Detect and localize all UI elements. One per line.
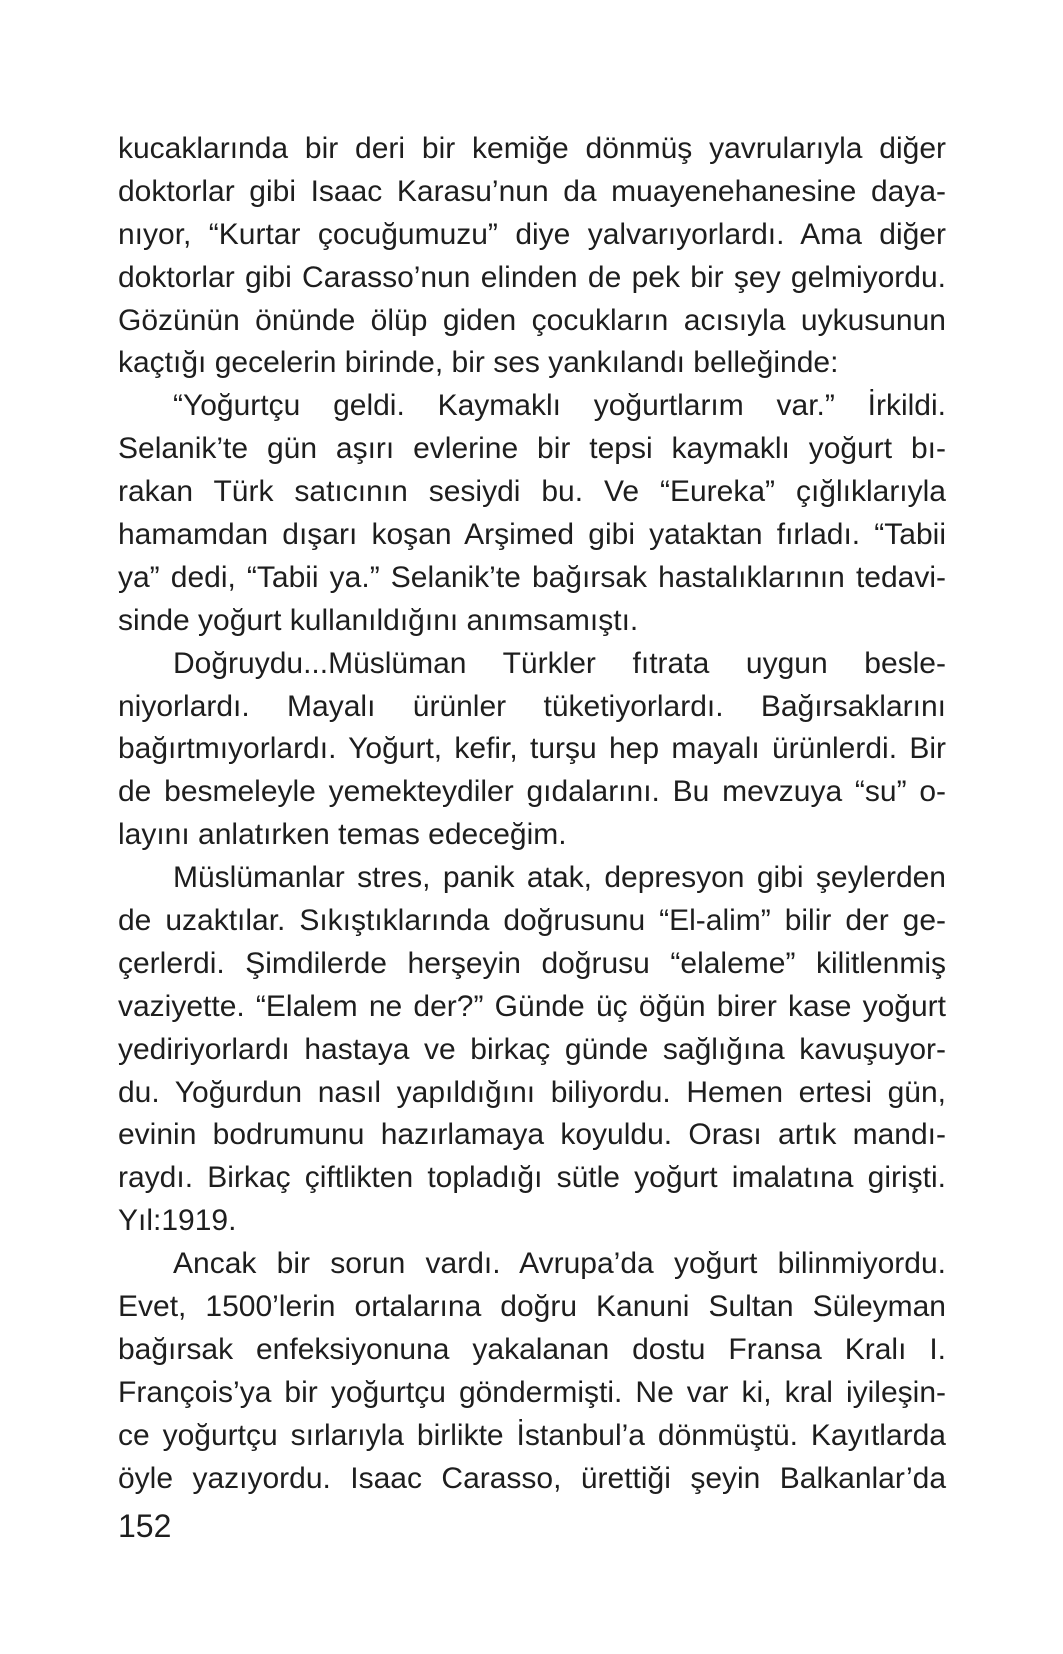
- text-line: yediriyorlardı hastaya ve birkaç günde sağlığına kavuşuyor-: [118, 1032, 946, 1066]
- text-line: doktorlar gibi Isaac Karasu’nun da muayenehanesine daya-: [118, 174, 946, 208]
- text-line: Müslümanlar stres, panik atak, depresyon gibi şeylerden: [173, 861, 946, 895]
- text-line: de uzaktılar. Sıkıştıklarında doğrusunu “El-alim” bilir der ge-: [118, 904, 946, 938]
- text-line: nıyor, “Kurtar çocuğumuzu” diye yalvarıyorlardı. Ama diğer: [118, 217, 946, 251]
- text-line: bağırsak enfeksiyonuna yakalanan dostu Fransa Kralı I.: [118, 1332, 946, 1366]
- text-line: “Yoğurtçu geldi. Kaymaklı yoğurtlarım var.” İrkildi.: [173, 389, 946, 423]
- text-line: Yıl:1919.: [118, 1204, 237, 1238]
- text-line: niyorlardı. Mayalı ürünler tüketiyorlardı. Bağırsaklarını: [118, 689, 946, 723]
- text-line: sinde yoğurt kullanıldığını anımsamıştı.: [118, 603, 639, 637]
- text-line: Doğruydu...Müslüman Türkler fıtrata uygun besle-: [173, 646, 946, 680]
- text-line: öyle yazıyordu. Isaac Carasso, ürettiği şeyin Balkanlar’da: [118, 1461, 946, 1495]
- text-line: doktorlar gibi Carasso’nun elinden de pek bir şey gelmiyordu.: [118, 260, 946, 294]
- text-line: Ancak bir sorun vardı. Avrupa’da yoğurt bilinmiyordu.: [173, 1247, 946, 1281]
- text-line: rakan Türk satıcının sesiydi bu. Ve “Eureka” çığlıklarıyla: [118, 475, 946, 509]
- text-line: evinin bodrumunu hazırlamaya koyuldu. Orası artık mandı-: [118, 1118, 946, 1152]
- page-number: 152: [118, 1508, 172, 1544]
- text-line: ce yoğurtçu sırlarıyla birlikte İstanbul’a dönmüştü. Kayıtlarda: [118, 1418, 946, 1452]
- body-text: [118, 128, 946, 1501]
- text-line: Evet, 1500’lerin ortalarına doğru Kanuni Sultan Süleyman: [118, 1290, 946, 1324]
- text-line: ya” dedi, “Tabii ya.” Selanik’te bağırsak hastalıklarının tedavi-: [118, 560, 946, 594]
- text-line: de besmeleyle yemekteydiler gıdalarını. Bu mevzuya “su” o-: [118, 775, 946, 809]
- text-line: hamamdan dışarı koşan Arşimed gibi yataktan fırladı. “Tabii: [118, 518, 946, 552]
- text-line: bağırtmıyorlardı. Yoğurt, kefir, turşu hep mayalı ürünlerdi. Bir: [118, 732, 946, 766]
- text-line: vaziyette. “Elalem ne der?” Günde üç öğün birer kase yoğurt: [118, 989, 946, 1023]
- text-line: Selanik’te gün aşırı evlerine bir tepsi kaymaklı yoğurt bı-: [118, 432, 946, 466]
- text-line: Gözünün önünde ölüp giden çocukların acısıyla uykusunun: [118, 303, 946, 337]
- text-line: raydı. Birkaç çiftlikten topladığı sütle yoğurt imalatına girişti.: [118, 1161, 946, 1195]
- text-line: layını anlatırken temas edeceğim.: [118, 818, 567, 852]
- text-line: kaçtığı gecelerin birinde, bir ses yankılandı belleğinde:: [118, 346, 839, 380]
- text-line: du. Yoğurdun nasıl yapıldığını biliyordu. Hemen ertesi gün,: [118, 1075, 946, 1109]
- text-line: çerlerdi. Şimdilerde herşeyin doğrusu “elaleme” kilitlenmiş: [118, 946, 946, 980]
- text-line: kucaklarında bir deri bir kemiğe dönmüş yavrularıyla diğer: [118, 132, 946, 165]
- text-line: François’ya bir yoğurtçu göndermişti. Ne var ki, kral iyileşin-: [118, 1375, 946, 1409]
